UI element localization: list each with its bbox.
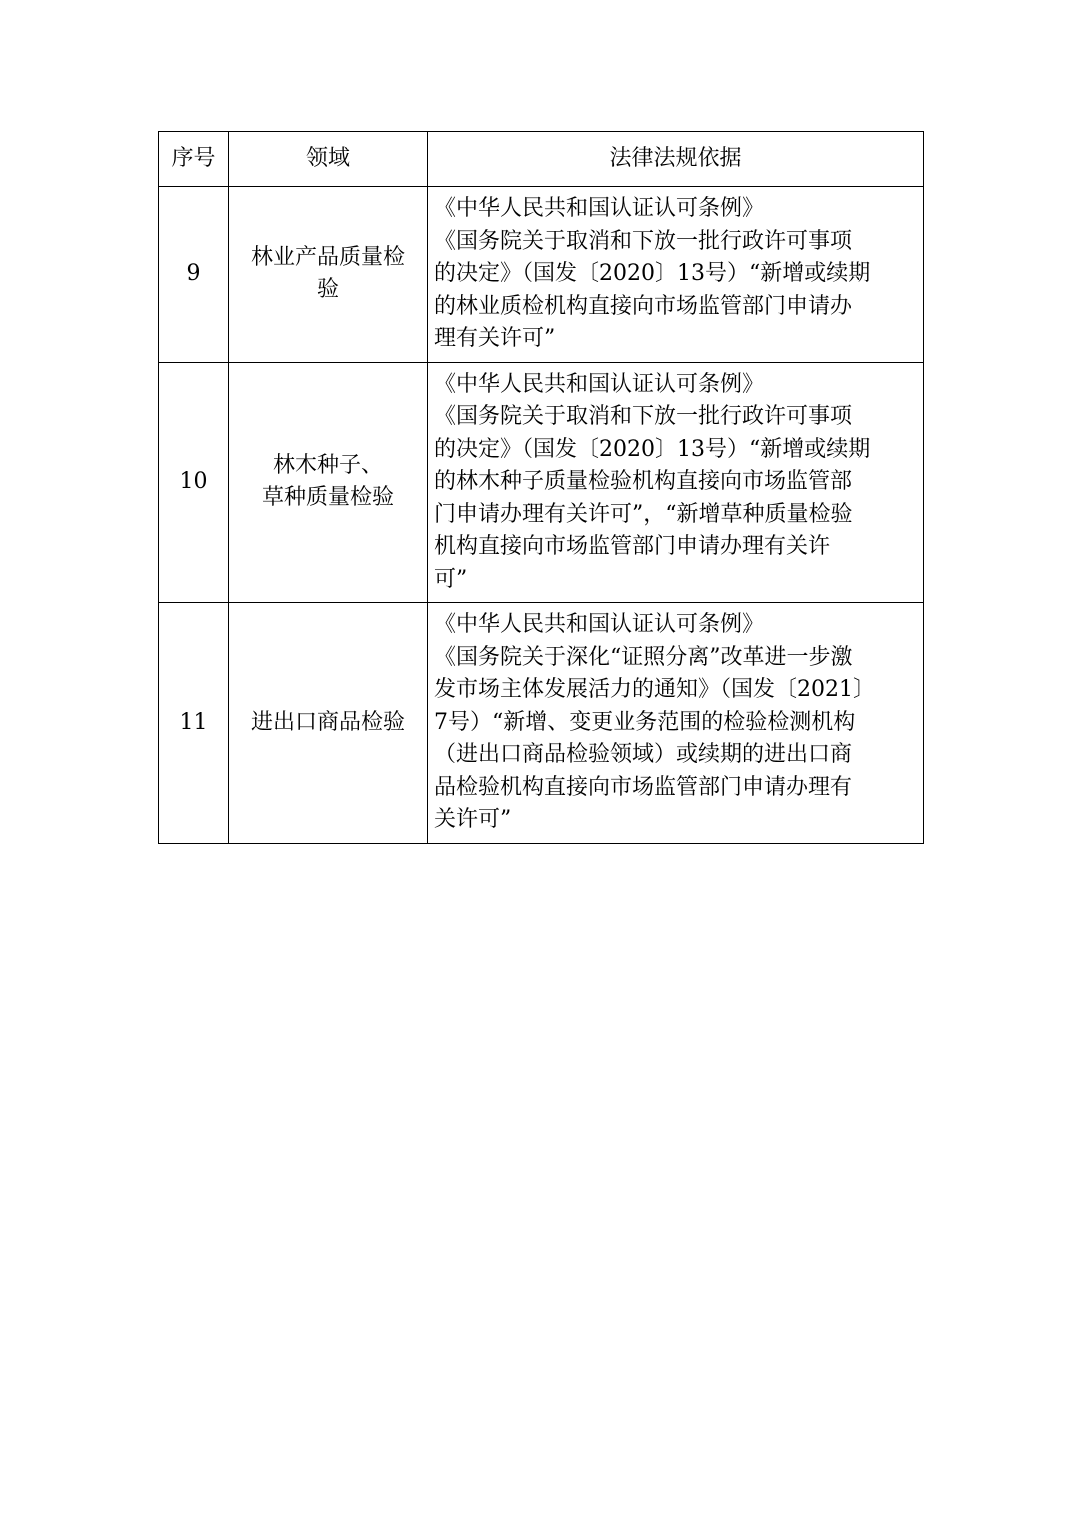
- regulation-table: [158, 131, 924, 844]
- row-number: 11: [159, 603, 229, 844]
- row-legal-basis: [428, 362, 924, 603]
- row-number: 10: [159, 362, 229, 603]
- row-legal-basis: [428, 603, 924, 844]
- basis-line: 《中华人民共和国认证认可条例》: [434, 371, 765, 397]
- basis-line: 发市场主体发展活力的通知》（国发〔2021〕: [434, 677, 875, 702]
- row-number: 9: [159, 187, 229, 363]
- basis-line: 的林业质检机构直接向市场监管部门申请办: [434, 293, 853, 319]
- basis-line: 《中华人民共和国认证认可条例》: [434, 196, 765, 221]
- row-field: [229, 187, 428, 363]
- row-legal-basis: [428, 187, 924, 363]
- field-line: 草种质量检验: [261, 485, 394, 511]
- row-field: [229, 603, 428, 844]
- basis-line: 品检验机构直接向市场监管部门申请办理有: [434, 774, 853, 800]
- basis-line: 《国务院关于深化“证照分离”改革进一步激: [434, 644, 853, 670]
- basis-line: 的林木种子质量检验机构直接向市场监管部: [434, 469, 853, 494]
- field-line: 进出口商品检验: [250, 709, 405, 735]
- field-line: 验: [316, 277, 339, 303]
- table-row: [159, 362, 924, 603]
- basis-line: 的决定》（国发〔2020〕13号）“新增或续期: [434, 261, 871, 286]
- header-serial-number: 序号: [159, 132, 229, 187]
- field-line: 林业产品质量检: [250, 244, 405, 270]
- basis-line: 《国务院关于取消和下放一批行政许可事项: [434, 404, 853, 429]
- basis-line: 《中华人民共和国认证认可条例》: [434, 612, 765, 637]
- basis-line: 关许可”: [434, 807, 512, 832]
- table-row: [159, 603, 924, 844]
- field-line: 林木种子、: [272, 452, 383, 478]
- basis-line: 《国务院关于取消和下放一批行政许可事项: [434, 228, 853, 254]
- basis-line: （进出口商品检验领域）或续期的进出口商: [434, 742, 853, 767]
- basis-line: 理有关许可”: [434, 326, 556, 351]
- header-legal-basis: 法律法规依据: [428, 132, 924, 187]
- basis-line: 门申请办理有关许可”，“新增草种质量检验: [434, 501, 853, 527]
- row-field: [229, 362, 428, 603]
- header-field: 领域: [229, 132, 428, 187]
- table-header-row: [159, 132, 924, 187]
- basis-line: 机构直接向市场监管部门申请办理有关许: [434, 534, 831, 559]
- basis-line: 的决定》（国发〔2020〕13号）“新增或续期: [434, 436, 871, 462]
- basis-line: 可”: [434, 566, 468, 592]
- table-row: [159, 187, 924, 363]
- basis-line: 7号）“新增、变更业务范围的检验检测机构: [434, 709, 856, 735]
